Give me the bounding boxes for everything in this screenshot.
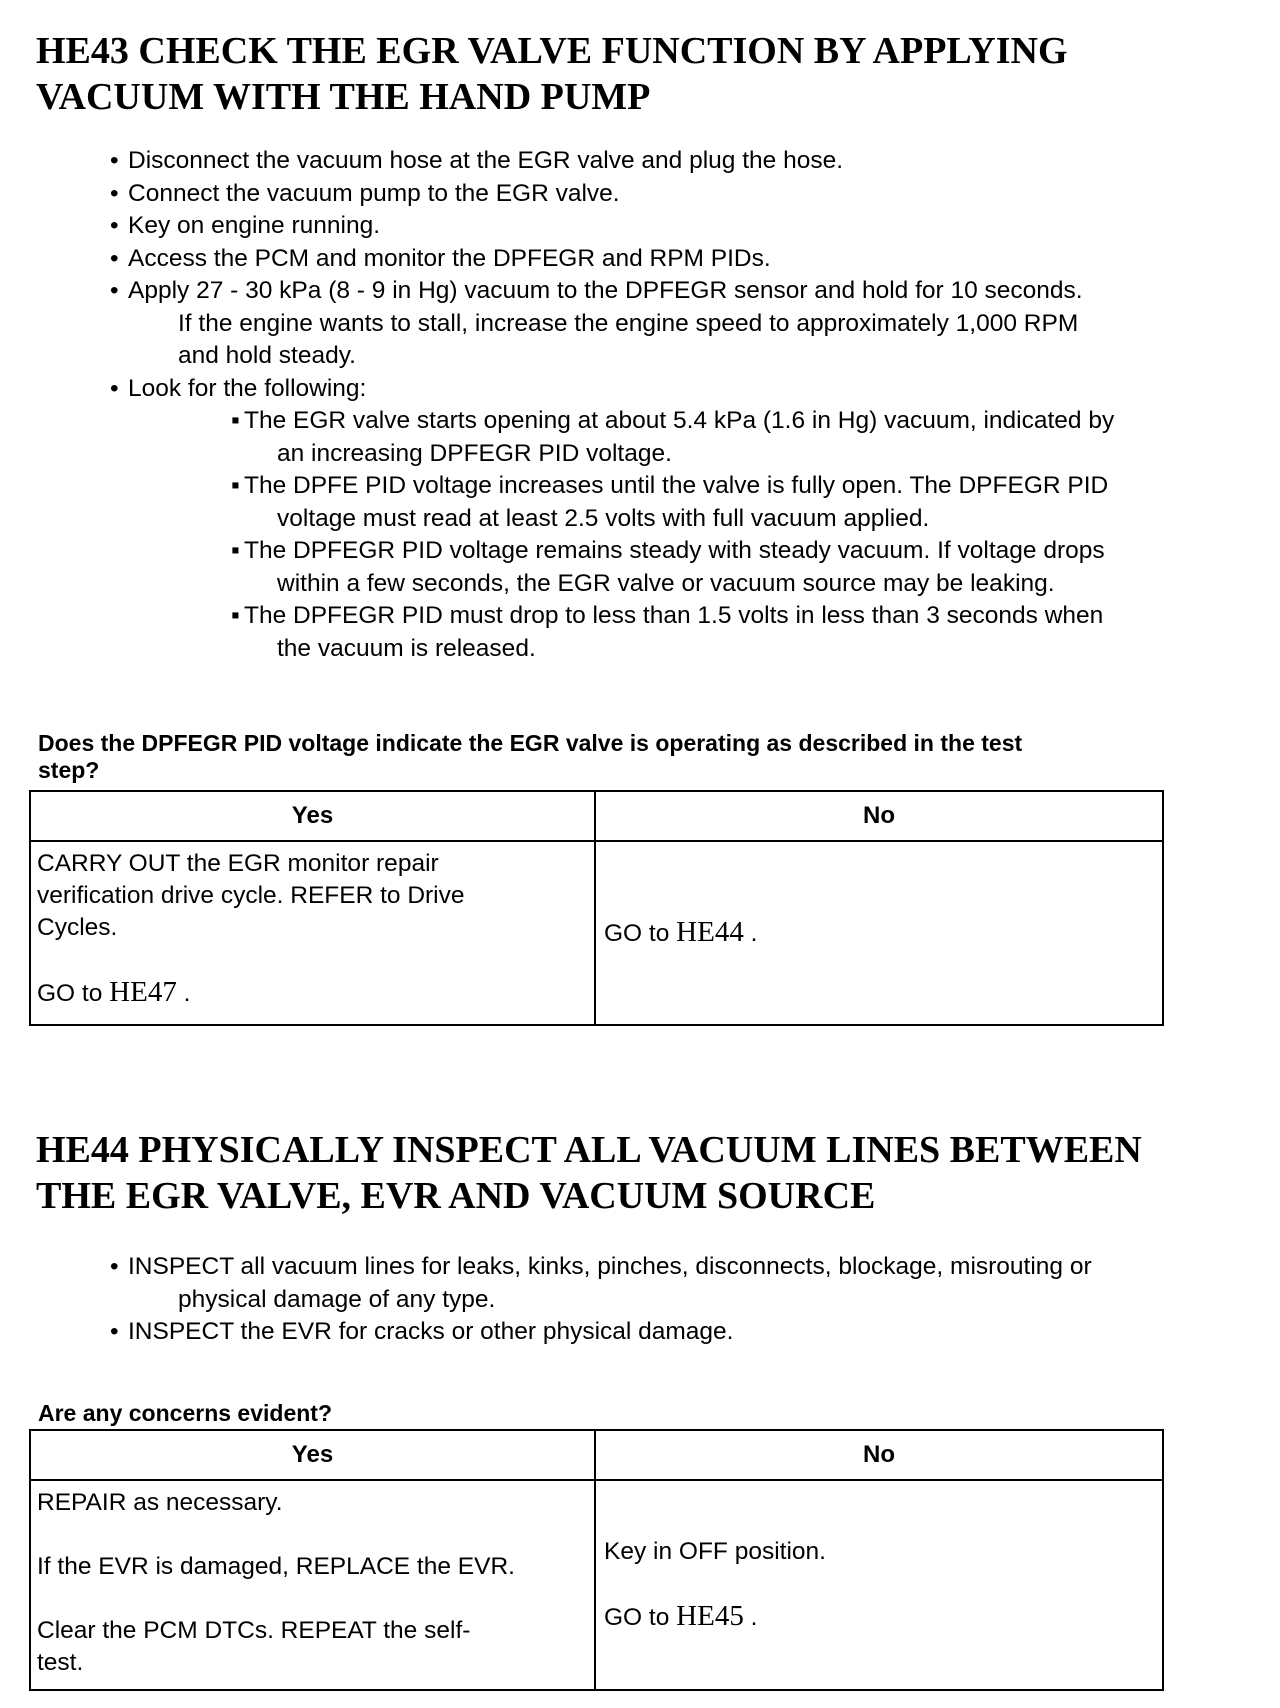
he43-step: • Access the PCM and monitor the DPFEGR and RPM PIDs. (110, 243, 1260, 276)
he43-title (36, 28, 1256, 120)
no-cell: Key in OFF position. GO to HE45 . (595, 1480, 1163, 1690)
square-bullet-icon: ▪ (231, 472, 240, 499)
he43-sub-step: ▪ The EGR valve starts opening at about 5.4 kPa (1.6 in Hg) vacuum, indicated by an increasing DPFEGR PID voltage. (231, 407, 1115, 467)
he43-sub-step: ▪ The DPFEGR PID voltage remains steady with steady vacuum. If voltage drops within a few seconds, the EGR valve or vacuum source may be leaking. (231, 537, 1105, 597)
he43-step: • Disconnect the vacuum hose at the EGR valve and plug the hose. (110, 145, 1260, 178)
square-bullet-icon: ▪ (231, 537, 240, 564)
goto-he47-link[interactable]: GO to HE47 . (37, 976, 191, 1008)
he44-step-list (110, 1251, 1270, 1349)
he43-question: Does the DPFEGR PID voltage indicate the EGR valve is operating as described in the test step? (38, 730, 1023, 783)
bullet-icon: • (110, 212, 119, 239)
he44-title-line2: THE EGR VALVE, EVR AND VACUUM SOURCE (36, 1175, 876, 1217)
he44-question: Are any concerns evident? (38, 1400, 332, 1426)
yes-column-header: Yes (30, 791, 595, 841)
he43-step: • Look for the following: ▪ The EGR valve starts opening at about 5.4 kPa (1.6 in Hg) vacuum, indicated by an increasing DPFEGR PID voltage. ▪ The DPFE PID voltage increases until the valve is fully open. The DPFEGR PID voltage must read at least 2.5 volts with full vacuum applied. ▪ The DPFEGR PID voltage remains steady with steady vacuum. If voltage drops within a few seconds, the EGR valve or vacuum source may be leaking. ▪ The DPFEGR PID must drop to less than 1.5 volts in less than 3 seconds when the vacuum is released. (110, 373, 1260, 666)
goto-he44-link[interactable]: GO to HE44 . (604, 916, 758, 948)
he44-decision-table (29, 1429, 1164, 1691)
he43-step: • Key on engine running. (110, 210, 1260, 243)
he43-step: • Connect the vacuum pump to the EGR valve. (110, 178, 1260, 211)
he44-title-line1: HE44 PHYSICALLY INSPECT ALL VACUUM LINES BETWEEN (36, 1129, 1142, 1171)
bullet-icon: • (110, 1318, 119, 1345)
bullet-icon: • (110, 374, 119, 402)
he43-sub-step-list (231, 405, 1260, 665)
he44-title (36, 1127, 1256, 1219)
yes-column-header: Yes (30, 1430, 595, 1480)
he43-sub-step: ▪ The DPFEGR PID must drop to less than 1.5 volts in less than 3 seconds when the vacuum is released. (231, 602, 1104, 662)
he44-step: • INSPECT the EVR for cracks or other physical damage. (110, 1316, 1270, 1349)
he43-decision-table (29, 790, 1164, 1026)
bullet-icon: • (110, 1253, 119, 1280)
no-column-header: No (595, 1430, 1163, 1480)
he43-step-list (110, 145, 1260, 665)
bullet-icon: • (110, 179, 119, 207)
he43-step: • Apply 27 - 30 kPa (8 - 9 in Hg) vacuum to the DPFEGR sensor and hold for 10 seconds. If the engine wants to stall, increase the engine speed to approximately 1,000 RPM and hold steady. (110, 277, 1083, 369)
bullet-icon: • (110, 147, 119, 174)
he43-sub-step: ▪ The DPFE PID voltage increases until the valve is fully open. The DPFEGR PID voltage must read at least 2.5 volts with full vacuum applied. (231, 472, 1109, 532)
no-column-header: No (595, 791, 1163, 841)
no-cell (595, 841, 1163, 1025)
square-bullet-icon: ▪ (231, 602, 240, 629)
he43-title-line1: HE43 CHECK THE EGR VALVE FUNCTION BY APPLYING (36, 30, 1068, 72)
yes-cell: CARRY OUT the EGR monitor repair verification drive cycle. REFER to Drive Cycles. GO to HE47 . (30, 841, 595, 1025)
bullet-icon: • (110, 277, 119, 304)
square-bullet-icon: ▪ (231, 407, 240, 434)
he43-title-line2: VACUUM WITH THE HAND PUMP (36, 76, 651, 118)
goto-he45-link[interactable]: GO to HE45 . (604, 1600, 758, 1632)
bullet-icon: • (110, 244, 119, 272)
he44-step: • INSPECT all vacuum lines for leaks, kinks, pinches, disconnects, blockage, misrouting or physical damage of any type. (110, 1253, 1092, 1313)
yes-cell: REPAIR as necessary. If the EVR is damaged, REPLACE the EVR. Clear the PCM DTCs. REPEAT the self- test. (30, 1480, 595, 1690)
